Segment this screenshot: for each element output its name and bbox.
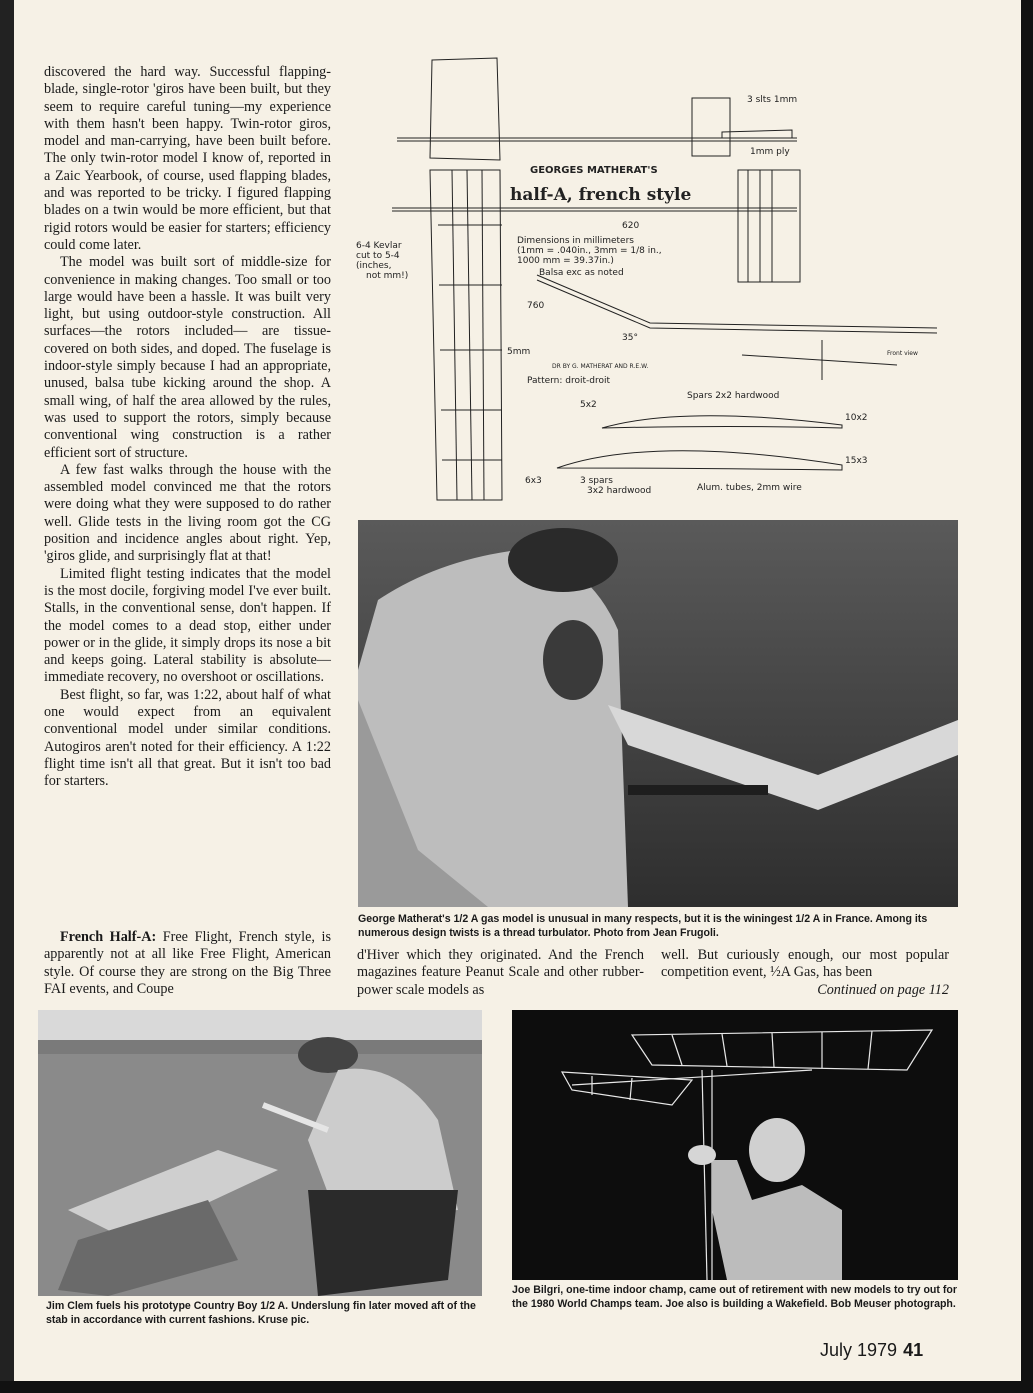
issue-date: July 1979 [820,1340,898,1360]
dimensions-note: Dimensions in millimeters [517,236,634,246]
paragraph: discovered the hard way. Successful flapping-blade, single-rotor 'giros have been built, but they seem to require careful tuning—my experience with them hasn't been happy. Twin-rotor giros, model and man-carrying, have been built before. The only twin-rotor model I know of, reported in a Zaic Yearbook, of course, used flapping blades, and was reported to be tricky. I figured flapping blades on a twin would be more efficient, but that rigid rotors would be easier for starters; efficiency could come later. [44,64,331,253]
article-column-3 [661,947,949,999]
paragraph: Best flight, so far, was 1:22, about half of what one would expect from an equivalent conventional model under similar conditions. Autogiros aren't noted for their efficiency. A 1:22 flight time isn't all that great. But it isn't too bad for starters. [44,686,331,790]
run-in-heading: French Half-A: [60,929,157,945]
photo-joe-bilgri [512,1010,958,1280]
photo-matherat-model [358,520,958,907]
page-folio [820,1340,923,1361]
drawing-credit: DR BY G. MATHERAT AND R.E.W. [552,363,649,370]
kevlar-note: cut to 5-4 [356,251,400,261]
caption-photo-1: George Matherat's 1/2 A gas model is unusual in many respects, but it is the winingest 1/2 A in France. Among its numerous design twists is a thread turbulator. Photo from Jean Frugoli. [358,913,928,939]
paragraph: A few fast walks through the house with the assembled model convinced me that the rotors were doing what they were supposed to do rather well. Glide tests in the living room got the CG position and incidence angles about right. Yep, 'giros glide, and surprisingly flat at that! [44,461,331,565]
caption-photo-2: Jim Clem fuels his prototype Country Boy 1/2 A. Underslung fin later moved aft of the stab in accordance with current fashions. Kruse pic. [46,1300,476,1326]
kevlar-note: not mm!) [366,271,409,281]
photo-jim-clem [38,1010,482,1296]
page-number: 41 [903,1340,924,1360]
dimension-label: 5x2 [580,400,597,410]
kevlar-note: (inches, [356,261,392,271]
dimension-label: 5mm [507,347,531,357]
dimensions-note: (1mm = .040in., 3mm = 1/8 in., [517,246,662,256]
article-column-1 [44,64,331,790]
plan-drawing [352,50,952,516]
drawing-title-line1: GEORGES MATHERAT'S [530,165,658,176]
article-column-1-bottom [44,929,331,998]
slots-note: 3 slts 1mm [747,95,798,105]
dimension-label: 35° [622,333,638,343]
paragraph: Limited flight testing indicates that the model is the most docile, forgiving model I've ever built. Stalls, in the conventional sense, don't happen. If the model comes to a dead stop, either under power or in the glide, it simply drops its nose a bit and keeps going. Lateral stability is absolute—immediate recovery, no overshoot or oscillations. [44,565,331,686]
continued-note: Continued on page 112 [817,981,949,998]
paragraph: The model was built sort of middle-size for convenience in making changes. Too small or too large would have been a hassle. It was built very light, but using outdoor-style construction. All surfaces—the rotors included— are tissue-covered on both sides, and doped. The fuselage is indoor-style simply because I had an appropriate, unused, balsa tube kicking around the shop. A small wing, of half the area allowed by the rules, was used to support the rotors, simply because conventional wing construction is a rather efficient sort of structure. [44,254,331,461]
dimensions-note: 1000 mm = 39.37in.) [517,256,614,266]
drawing-title-line2: half-A, french style [510,185,692,205]
pattern-note: Pattern: droit-droit [527,376,611,386]
dimensions-note: Balsa exc as noted [539,268,624,278]
article-column-2 [357,947,644,999]
dimension-label: 620 [622,221,640,231]
three-spars-note: 3x2 hardwood [587,486,652,496]
paragraph: d'Hiver which they originated. And the French magazines feature Peanut Scale and other rubber-power scale models as [357,947,644,998]
three-spars-note: 3 spars [580,476,613,486]
dimension-label: 6x3 [525,476,542,486]
alum-note: Alum. tubes, 2mm wire [697,483,802,493]
dimension-label: 10x2 [845,413,868,423]
ply-note: 1mm ply [750,147,790,157]
paragraph: well. But curiously enough, our most popular competition event, ½A Gas, has been [661,947,949,981]
dimension-label: 760 [527,301,545,311]
kevlar-note: 6-4 Kevlar [356,241,402,251]
page-edge-right [1021,0,1033,1393]
spars-note: Spars 2x2 hardwood [687,391,780,401]
dimension-label: 15x3 [845,456,868,466]
page-edge-left [0,0,14,1393]
paragraph: Free Flight, French style, is apparently not at all like Free Flight, American style. Of course they are strong on the Big Three FAI events, and Coupe [44,929,331,997]
caption-photo-3: Joe Bilgri, one-time indoor champ, came out of retirement with new models to try out for the 1980 World Champs team. Joe also is building a Wakefield. Bob Meuser photograph. [512,1284,957,1310]
page-edge-bottom [0,1381,1033,1393]
front-view-label: Front view [887,350,918,357]
